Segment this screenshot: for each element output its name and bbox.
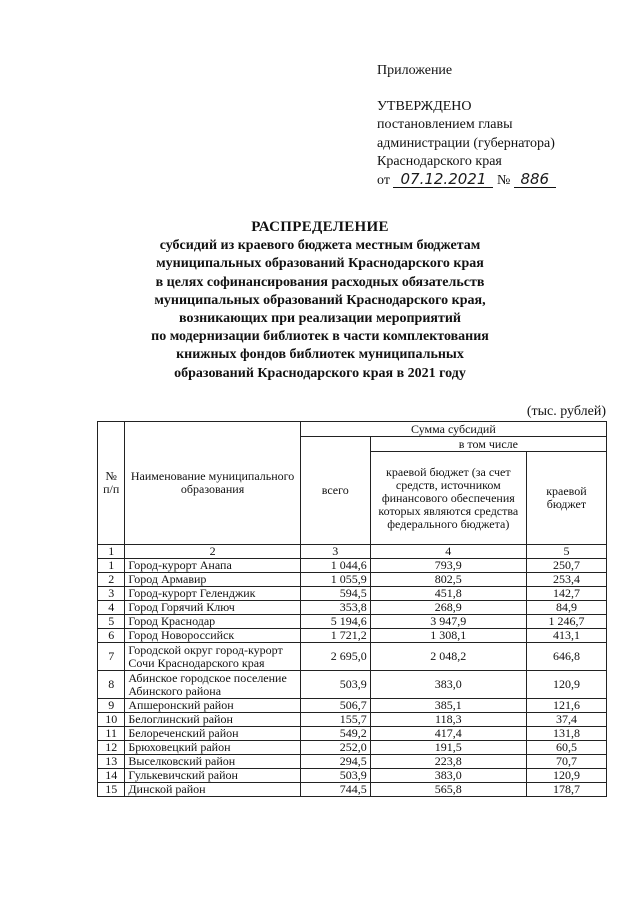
row-number: 5 <box>98 615 125 629</box>
row-regional: 646,8 <box>526 643 606 671</box>
table-row <box>98 629 607 643</box>
row-total: 744,5 <box>300 783 370 797</box>
row-total: 353,8 <box>300 601 370 615</box>
row-regional: 413,1 <box>526 629 606 643</box>
approval-block <box>377 62 556 190</box>
from-label: от <box>377 172 390 188</box>
row-regional: 37,4 <box>526 713 606 727</box>
row-total: 1 055,9 <box>300 573 370 587</box>
header-num: № п/п <box>98 422 125 545</box>
document-title <box>0 218 640 383</box>
table-row <box>98 601 607 615</box>
title-main: РАСПРЕДЕЛЕНИЕ <box>251 219 389 235</box>
row-number: 4 <box>98 601 125 615</box>
title-line: книжных фондов библиотек муниципальных <box>176 347 464 363</box>
row-total: 1 044,6 <box>300 559 370 573</box>
row-regional: 60,5 <box>526 741 606 755</box>
row-number: 12 <box>98 741 125 755</box>
row-federal: 383,0 <box>370 769 526 783</box>
table-row <box>98 755 607 769</box>
index-cell: 4 <box>370 545 526 559</box>
row-name: Выселковский район <box>125 755 300 769</box>
row-total: 2 695,0 <box>300 643 370 671</box>
row-federal: 565,8 <box>370 783 526 797</box>
row-name: Город Горячий Ключ <box>125 601 300 615</box>
number-label: № <box>496 172 511 188</box>
approval-date-line <box>377 169 556 191</box>
row-regional: 250,7 <box>526 559 606 573</box>
row-name: Белоглинский район <box>125 713 300 727</box>
title-line: образований Краснодарского края в 2021 году <box>174 365 466 381</box>
row-total: 1 721,2 <box>300 629 370 643</box>
row-total: 506,7 <box>300 699 370 713</box>
row-federal: 3 947,9 <box>370 615 526 629</box>
index-cell: 2 <box>125 545 300 559</box>
title-line: муниципальных образований Краснодарского края, <box>154 292 486 308</box>
row-name: Город-курорт Анапа <box>125 559 300 573</box>
table-row <box>98 643 607 671</box>
row-total: 252,0 <box>300 741 370 755</box>
row-federal: 118,3 <box>370 713 526 727</box>
row-regional: 120,9 <box>526 769 606 783</box>
row-number: 7 <box>98 643 125 671</box>
row-number: 9 <box>98 699 125 713</box>
row-name: Гулькевичский район <box>125 769 300 783</box>
appendix-label: Приложение <box>377 63 453 78</box>
title-line: возникающих при реализации мероприятий <box>179 311 461 327</box>
table-row <box>98 727 607 741</box>
row-federal: 385,1 <box>370 699 526 713</box>
index-cell: 5 <box>526 545 606 559</box>
row-federal: 2 048,2 <box>370 643 526 671</box>
row-name: Город-курорт Геленджик <box>125 587 300 601</box>
row-regional: 142,7 <box>526 587 606 601</box>
row-federal: 383,0 <box>370 671 526 699</box>
row-federal: 802,5 <box>370 573 526 587</box>
index-cell: 1 <box>98 545 125 559</box>
row-number: 11 <box>98 727 125 741</box>
header-federal: краевой бюджет (за счет средств, источником финансового обеспечения которых являются средства федерального бюджета) <box>370 452 526 545</box>
row-name: Динской район <box>125 783 300 797</box>
row-total: 549,2 <box>300 727 370 741</box>
table-row <box>98 587 607 601</box>
row-total: 503,9 <box>300 671 370 699</box>
row-number: 13 <box>98 755 125 769</box>
title-line: по модернизации библиотек в части комплектования <box>151 329 489 345</box>
title-line: в целях софинансирования расходных обязательств <box>155 274 485 290</box>
row-regional: 120,9 <box>526 671 606 699</box>
header-including: в том числе <box>370 437 606 452</box>
table-row <box>98 615 607 629</box>
table-body <box>98 545 607 797</box>
row-name: Городской округ город-курорт Сочи Краснодарского края <box>125 643 300 671</box>
row-number: 10 <box>98 713 125 727</box>
row-number: 3 <box>98 587 125 601</box>
row-name: Город Армавир <box>125 573 300 587</box>
row-name: Брюховецкий район <box>125 741 300 755</box>
table-row <box>98 713 607 727</box>
row-total: 155,7 <box>300 713 370 727</box>
table-row <box>98 769 607 783</box>
row-federal: 223,8 <box>370 755 526 769</box>
row-total: 503,9 <box>300 769 370 783</box>
handwritten-date: 07.12.2021 <box>393 172 493 188</box>
table-row <box>98 573 607 587</box>
title-line: муниципальных образований Краснодарского края <box>156 256 484 272</box>
row-regional: 1 246,7 <box>526 615 606 629</box>
row-number: 1 <box>98 559 125 573</box>
row-regional: 253,4 <box>526 573 606 587</box>
approval-line-1: постановлением главы <box>377 117 513 132</box>
approval-line-2: администрации (губернатора) <box>377 135 555 151</box>
row-name: Белореченский район <box>125 727 300 741</box>
header-total: всего <box>300 437 370 545</box>
table-row <box>98 741 607 755</box>
row-federal: 1 308,1 <box>370 629 526 643</box>
title-line: субсидий из краевого бюджета местным бюджетам <box>159 238 481 254</box>
row-federal: 268,9 <box>370 601 526 615</box>
row-name: Город Краснодар <box>125 615 300 629</box>
handwritten-number: 886 <box>514 172 556 188</box>
units-label: (тыс. рублей) <box>526 404 606 419</box>
row-name: Абинское городское поселение Абинского района <box>125 671 300 699</box>
row-federal: 191,5 <box>370 741 526 755</box>
index-cell: 3 <box>300 545 370 559</box>
row-regional: 131,8 <box>526 727 606 741</box>
distribution-table <box>97 421 607 797</box>
row-number: 8 <box>98 671 125 699</box>
row-federal: 451,8 <box>370 587 526 601</box>
row-number: 15 <box>98 783 125 797</box>
row-regional: 121,6 <box>526 699 606 713</box>
row-regional: 84,9 <box>526 601 606 615</box>
header-regional: краевой бюджет <box>526 452 606 545</box>
row-number: 2 <box>98 573 125 587</box>
row-regional: 178,7 <box>526 783 606 797</box>
row-regional: 70,7 <box>526 755 606 769</box>
header-sum: Сумма субсидий <box>300 422 606 437</box>
row-name: Город Новороссийск <box>125 629 300 643</box>
table-row <box>98 559 607 573</box>
header-name: Наименование муниципального образования <box>125 422 300 545</box>
row-total: 594,5 <box>300 587 370 601</box>
row-number: 14 <box>98 769 125 783</box>
row-federal: 417,4 <box>370 727 526 741</box>
row-federal: 793,9 <box>370 559 526 573</box>
table-row <box>98 699 607 713</box>
table-row <box>98 671 607 699</box>
row-total: 294,5 <box>300 755 370 769</box>
row-number: 6 <box>98 629 125 643</box>
row-name: Апшеронский район <box>125 699 300 713</box>
approved-label: УТВЕРЖДЕНО <box>377 98 472 114</box>
approval-line-3: Краснодарского края <box>377 154 502 169</box>
table-row <box>98 783 607 797</box>
row-total: 5 194,6 <box>300 615 370 629</box>
index-row <box>98 545 607 559</box>
